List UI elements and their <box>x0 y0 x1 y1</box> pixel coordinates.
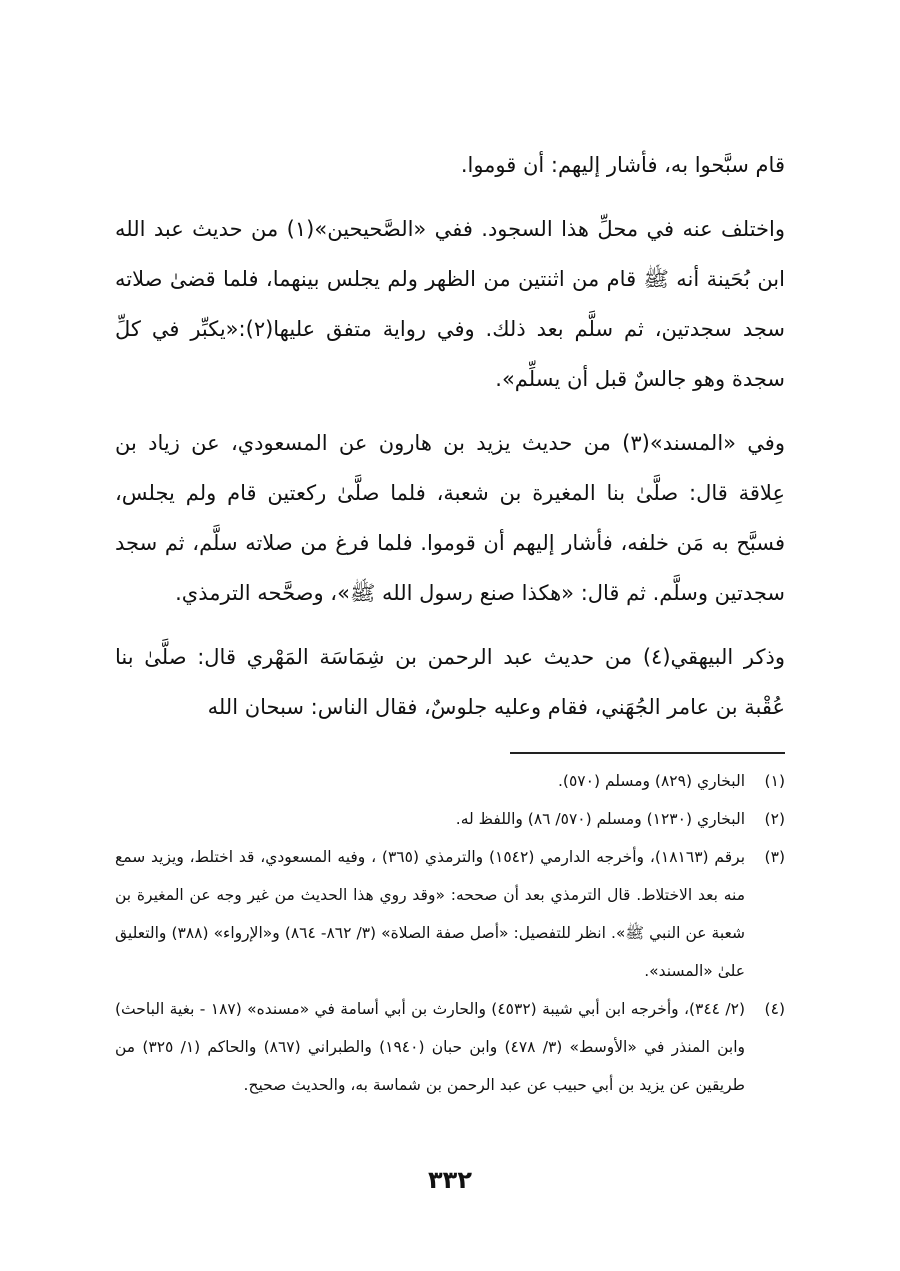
footnote-item <box>115 800 785 838</box>
footnote-number: (٤) <box>764 1000 785 1018</box>
footnote-divider <box>510 752 785 754</box>
paragraph-3: وفي «المسند»(٣) من حديث يزيد بن هارون عن المسعودي، عن زياد بن عِلاقة قال: صلَّىٰ بنا المغيرة بن شعبة، فلما صلَّىٰ ركعتين قام ولم يجلس، فسبَّح به مَن خلفه، فأشار إليهم أن قوموا. فلما فرغ من صلاته سلَّم، ثم سجد سجدتين وسلَّم. ثم قال: «هكذا صنع رسول الله ﷺ»، وصحَّحه الترمذي. <box>115 431 785 605</box>
footnote-item <box>115 762 785 800</box>
footnote-number: (٢) <box>764 810 785 828</box>
footnotes <box>115 762 785 1104</box>
main-text <box>115 140 785 732</box>
page-number: ٣٣٢ <box>428 1166 472 1194</box>
footnote-item <box>115 838 785 990</box>
footnote-text: (٢/ ٣٤٤)، وأخرجه ابن أبي شيبة (٤٥٣٢) والحارث بن أبي أسامة في «مسنده» (١٨٧ - بغية الباحث) وابن المنذر في «الأوسط» (٣/ ٤٧٨) وابن حبان (١٩٤٠) والطبراني (٨٦٧) والحاكم (١/ ٣٢٥) من طريقين عن يزيد بن أبي حبيب عن عبد الرحمن بن شماسة به، والحديث صحيح. <box>115 1000 746 1094</box>
footnote-text: البخاري (٨٢٩) ومسلم (٥٧٠). <box>558 772 745 790</box>
footnote-number: (١) <box>764 772 785 790</box>
footnote-item <box>115 990 785 1104</box>
footnote-number: (٣) <box>764 848 785 866</box>
paragraph-4: وذكر البيهقي(٤) من حديث عبد الرحمن بن شِمَاسَة المَهْري قال: صلَّىٰ بنا عُقْبة بن عامر الجُهَني، فقام وعليه جلوسٌ، فقال الناس: سبحان الله <box>115 645 785 719</box>
footnote-text: البخاري (١٢٣٠) ومسلم (٥٧٠/ ٨٦) واللفظ له. <box>455 810 745 828</box>
paragraph-1: قام سبَّحوا به، فأشار إليهم: أن قوموا. <box>460 153 785 177</box>
paragraph-2: واختلف عنه في محلِّ هذا السجود. ففي «الصَّحيحين»(١) من حديث عبد الله ابن بُحَينة أنه ﷺ قام من اثنتين من الظهر ولم يجلس بينهما، فلما قضىٰ صلاته سجد سجدتين، ثم سلَّم بعد ذلك. وفي رواية متفق عليها(٢):«يكبِّر في كلِّ سجدة وهو جالسٌ قبل أن يسلِّم». <box>115 217 786 391</box>
footnote-text: برقم (١٨١٦٣)، وأخرجه الدارمي (١٥٤٢) والترمذي (٣٦٥) ، وفيه المسعودي، قد اختلط، ويزيد سمع منه بعد الاختلاط. قال الترمذي بعد أن صححه: «وقد روي هذا الحديث من غير وجه عن المغيرة بن شعبة عن النبي ﷺ». انظر للتفصيل: «أصل صفة الصلاة» (٣/ ٨٦٢- ٨٦٤) و«الإرواء» (٣٨٨) والتعليق علىٰ «المسند». <box>115 848 746 980</box>
